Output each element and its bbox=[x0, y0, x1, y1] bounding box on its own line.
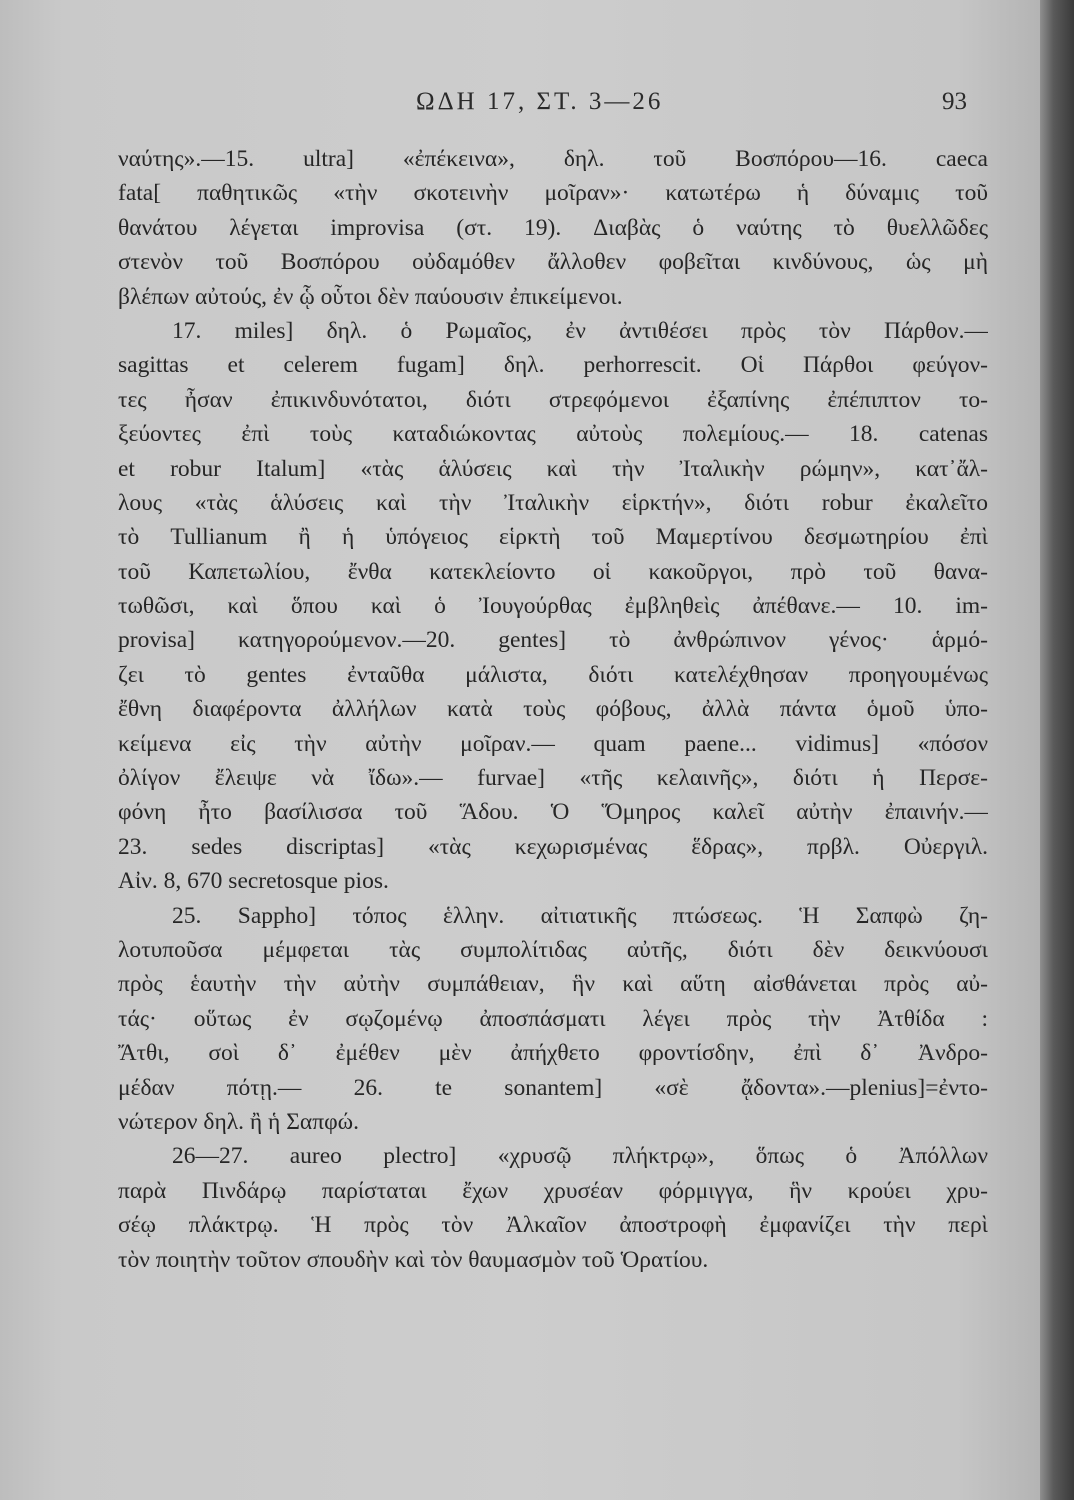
text-line: τάς· οὕτως ἐν σῳζομένῳ ἀποσπάσματι λέγει πρὸς τὴν Ἀτθίδα : bbox=[118, 1005, 988, 1032]
page-number: 93 bbox=[942, 88, 967, 115]
text-line: λους «τὰς ἁλύσεις καὶ τὴν Ἰταλικὴν εἱρκτήν», διότι robur ἐκαλεῖτο bbox=[118, 489, 988, 516]
text-line: ὀλίγον ἔλειψε νὰ ἴδω».— furvae] «τῆς κελαινῆς», διότι ἡ Περσε- bbox=[118, 765, 988, 792]
text-line: ζει τὸ gentes ἐνταῦθα μάλιστα, διότι κατελέχθησαν προηγουμένως bbox=[118, 661, 988, 688]
text-line: sagittas et celerem fugam] δηλ. perhorrescit. Οἱ Πάρθοι φεύγον- bbox=[118, 352, 988, 379]
text-line: τοῦ Καπετωλίου, ἔνθα κατεκλείοντο οἱ κακοῦργοι, πρὸ τοῦ θανα- bbox=[118, 558, 988, 585]
text-line: τὸ Tullianum ἢ ἡ ὑπόγειος εἱρκτὴ τοῦ Μαμερτίνου δεσμωτηρίου ἐπὶ bbox=[118, 524, 988, 551]
text-line: ναύτης».—15. ultra] «ἐπέκεινα», δηλ. τοῦ Βοσπόρου—16. caeca bbox=[118, 146, 988, 172]
text-line: τωθῶσι, καὶ ὅπου καὶ ὁ Ἰουγούρθας ἐμβληθεὶς ἀπέθανε.— 10. im- bbox=[118, 593, 988, 620]
text-line: provisa] κατηγορούμενον.—20. gentes] τὸ ἀνθρώπινον γένος· ἁρμό- bbox=[118, 627, 988, 654]
text-line: 17. miles] δηλ. ὁ Ρωμαῖος, ἐν ἀντιθέσει πρὸς τὸν Πάρθον.— bbox=[172, 317, 988, 344]
text-line: Ἄτθι, σοὶ δ᾽ ἐμέθεν μὲν ἀπήχθετο φροντίσδην, ἐπὶ δ᾽ Ἀνδρο- bbox=[118, 1040, 988, 1067]
text-line: παρὰ Πινδάρῳ παρίσταται ἔχων χρυσέαν φόρμιγγα, ἣν κρούει χρυ- bbox=[118, 1177, 988, 1204]
text-line: λοτυποῦσα μέμφεται τὰς συμπολίτιδας αὐτῆς, διότι δὲν δεικνύουσι bbox=[118, 936, 988, 963]
text-line: βλέπων αὐτούς, ἐν ᾧ οὗτοι δὲν παύουσιν ἐπικείμενοι. bbox=[118, 283, 623, 310]
text-line: νώτερον δηλ. ἢ ἡ Σαπφώ. bbox=[118, 1108, 359, 1135]
text-line: μέδαν πότῃ.— 26. te sonantem] «σὲ ᾄδοντα».—plenius]=ἐντο- bbox=[118, 1074, 988, 1101]
text-line: κείμενα εἰς τὴν αὐτὴν μοῖραν.— quam paene... vidimus] «πόσον bbox=[118, 730, 988, 757]
text-line: 23. sedes discriptas] «τὰς κεχωρισμένας ἕδρας», πρβλ. Οὐεργιλ. bbox=[118, 833, 988, 860]
text-line: τὸν ποιητὴν τοῦτον σπουδὴν καὶ τὸν θαυμασμὸν τοῦ Ὁρατίου. bbox=[118, 1246, 709, 1273]
page-header bbox=[0, 88, 1040, 128]
text-line: Αἰν. 8, 670 secretosque pios. bbox=[118, 868, 389, 895]
book-spine-edge bbox=[1040, 0, 1074, 1500]
text-line: et robur Italum] «τὰς ἁλύσεις καὶ τὴν Ἰταλικὴν ρώμην», κατ᾽ἄλ- bbox=[118, 455, 988, 482]
text-line: φόνη ἦτο βασίλισσα τοῦ Ἅδου. Ὁ Ὅμηρος καλεῖ αὐτὴν ἐπαινήν.— bbox=[118, 799, 988, 826]
text-line: στενὸν τοῦ Βοσπόρου οὐδαμόθεν ἄλλοθεν φοβεῖται κινδύνους, ὡς μὴ bbox=[118, 249, 988, 276]
text-line: τες ἦσαν ἐπικινδυνότατοι, διότι στρεφόμενοι ἐξαπίνης ἐπέπιπτον το- bbox=[118, 386, 988, 413]
text-line: 25. Sappho] τόπος ἑλλην. αἰτιατικῆς πτώσεως. Ἡ Σαπφὼ ζη- bbox=[172, 902, 988, 929]
text-line: σέῳ πλάκτρῳ. Ἡ πρὸς τὸν Ἀλκαῖον ἀποστροφὴ ἐμφανίζει τὴν περὶ bbox=[118, 1212, 988, 1239]
text-line: θανάτου λέγεται improvisa (στ. 19). Διαβὰς ὁ ναύτης τὸ θυελλῶδες bbox=[118, 214, 988, 241]
text-line: ἔθνη διαφέροντα ἀλλήλων κατὰ τοὺς φόβους, ἀλλὰ πάντα ὁμοῦ ὑπο- bbox=[118, 696, 988, 723]
text-line: ξεύοντες ἐπὶ τοὺς καταδιώκοντας αὐτοὺς πολεμίους.— 18. catenas bbox=[118, 421, 988, 448]
running-head: ΩΔΗ 17, ΣΤ. 3—26 bbox=[416, 88, 664, 115]
text-line: 26—27. aureo plectro] «χρυσῷ πλήκτρῳ», ὅπως ὁ Ἀπόλλων bbox=[172, 1143, 988, 1170]
text-line: πρὸς ἑαυτὴν τὴν αὐτὴν συμπάθειαν, ἣν καὶ αὕτη αἰσθάνεται πρὸς αὐ- bbox=[118, 971, 988, 998]
commentary-text bbox=[118, 142, 988, 1277]
text-line: fata[ παθητικῶς «τὴν σκοτεινὴν μοῖραν»· κατωτέρω ἡ δύναμις τοῦ bbox=[118, 180, 988, 207]
